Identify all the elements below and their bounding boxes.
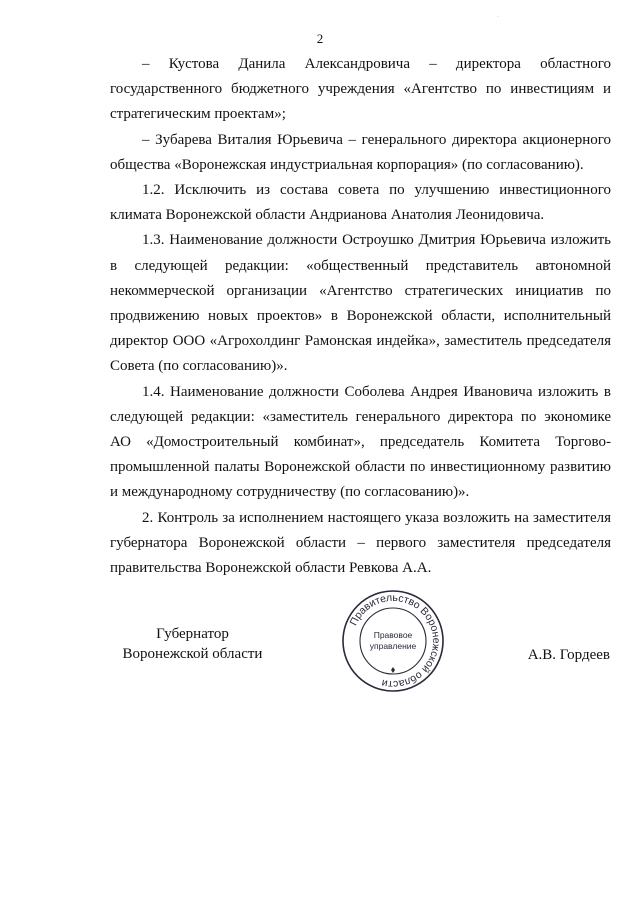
seal-inner-line-2: управление — [369, 641, 417, 651]
signatory-title-line-1: Губернатор — [156, 626, 229, 642]
signatory-title — [110, 624, 275, 664]
paragraph-2: 2. Контроль за исполнением настоящего указа возложить на заместителя губернатора Воронежской области – первого заместителя председателя правительства Воронежской области Ревкова А.А. — [110, 509, 611, 577]
seal-outer-text: Правительство Воронежской области — [347, 591, 443, 691]
paragraph-1-3: 1.3. Наименование должности Остроушко Дмитрия Юрьевича изложить в следующей редакции: «общественный представитель автономной некоммерческой организации «Агентство стратегических инициатив по продвижению новых проектов» в Воронежской области, исполнительный директор ООО «Агрохолдинг Рамонская индейка», заместитель председателя Совета (по согласованию)». — [110, 232, 611, 375]
paragraph-zubarev: – Зубарева Виталия Юрьевича – генерального директора акционерного общества «Воронежская индустриальная корпорация» (по согласованию). — [110, 131, 611, 173]
paragraph-1-2: 1.2. Исключить из состава совета по улучшению инвестиционного климата Воронежской области Андрианова Анатолия Леонидовича. — [110, 182, 611, 224]
page-number: 2 — [316, 31, 324, 46]
official-seal — [341, 589, 445, 693]
signatory-name: А.В. Гордеев — [527, 647, 610, 663]
signatory-title-line-2: Воронежской области — [122, 646, 263, 662]
seal-star-icon — [391, 667, 395, 673]
signature-block — [0, 591, 640, 702]
corner-mark: · — [497, 14, 499, 20]
document-body — [110, 52, 611, 581]
seal-inner-line-1: Правовое — [373, 630, 413, 640]
paragraph-1-4: 1.4. Наименование должности Соболева Андрея Ивановича изложить в следующей редакции: «заместитель генерального директора по экономике АО «Домостроительный комбинат», председатель Комитета Торгово-промышленной палаты Воронежской области по инвестиционному развитию и международному сотрудничеству (по согласованию)». — [110, 383, 611, 501]
paragraph-kustov: – Кустова Данила Александровича – директора областного государственного бюджетного учреждения «Агентство по инвестициям и стратегическим проектам»; — [110, 56, 611, 123]
